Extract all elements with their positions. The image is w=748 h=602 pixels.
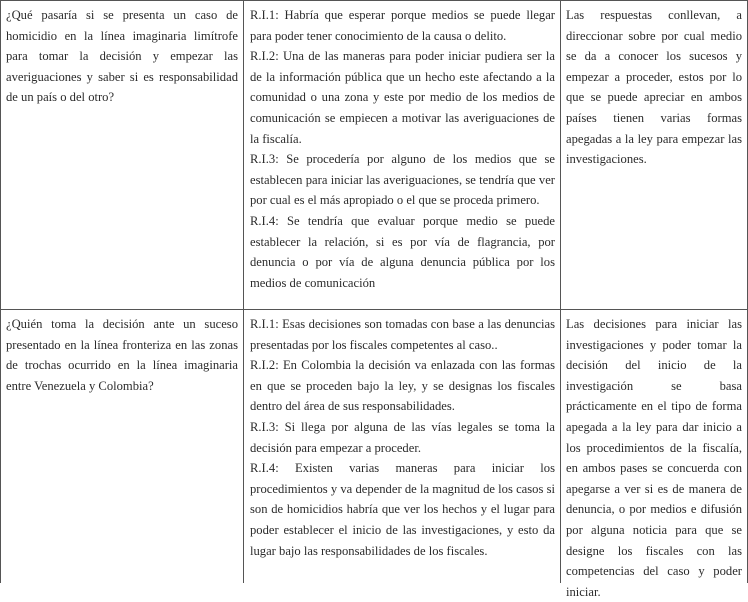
response-text: R.I.4: Existen varias maneras para iniciar los procedimientos y va depender de la magnitud de los casos si son de homicidios habría que ver los hechos y el lugar para poder establecer el inicio de las investigaciones, y esto da lugar bajo las responsabilidades de los fiscales. xyxy=(250,461,555,558)
column-divider xyxy=(560,0,561,583)
column-divider xyxy=(243,0,244,583)
analysis-text: Las decisiones para iniciar las investigaciones y poder tomar la decisión del inicio de la investigación se basa prácticamente en el tipo de forma apegada a la ley para dar inicio a los procedimientos de la fiscalía, en ambos pases se concuerda con apegarse a ver si es de manera de denuncia, o por medios e difusión por alguna noticia para que se designe los fiscales con las competencias del caso y poder iniciar. xyxy=(566,317,742,599)
analysis-cell xyxy=(566,314,742,599)
responses-cell xyxy=(250,314,555,583)
response-text: R.I.3: Si llega por alguna de las vías legales se toma la decisión para empezar a proceder. xyxy=(250,419,555,455)
response-text: R.I.2: En Colombia la decisión va enlazada con las formas en que se proceden bajo la ley, y se designas los fiscales dentro del área de sus responsabilidades. xyxy=(250,358,555,414)
row-divider xyxy=(0,309,748,310)
row-divider xyxy=(0,0,748,1)
response-text: R.I.4: Se tendría que evaluar porque medio se puede establecer la relación, si es por vía de flagrancia, por denuncia o por vía de alguna denuncia pública por los medios de comunicación xyxy=(250,213,555,290)
question-text: ¿Qué pasaría si se presenta un caso de homicidio en la línea imaginaria limítrofe para tomar la decisión y empezar las averiguaciones y saber si es responsabilidad de un país o del otro? xyxy=(6,8,238,105)
question-cell xyxy=(6,5,238,305)
response-text: R.I.1: Esas decisiones son tomadas con base a las denuncias presentadas por los fiscales competentes al caso.. xyxy=(250,317,555,352)
column-divider xyxy=(0,0,1,583)
response-text: R.I.1: Habría que esperar porque medios se puede llegar para poder tener conocimiento de la causa o delito. xyxy=(250,8,555,43)
question-text: ¿Quién toma la decisión ante un suceso presentado en la línea fronteriza en las zonas de trochas ocurrido en la línea imaginaria entre Venezuela y Colombia? xyxy=(6,317,238,393)
response-text: R.I.2: Una de las maneras para poder iniciar pudiera ser la de la información pública que un hecho este afectando a la comunidad o una zona y este por medio de los medios de comunicación se empiecen a motivar las averiguaciones de la fiscalía. xyxy=(250,49,555,146)
responses-cell xyxy=(250,5,555,305)
response-text: R.I.3: Se procedería por alguno de los medios que se establecen para iniciar las averiguaciones, se tendría que ver por cual es el más apropiado o el que se proceda primero. xyxy=(250,152,555,208)
analysis-cell xyxy=(566,5,742,305)
question-cell xyxy=(6,314,238,583)
analysis-text: Las respuestas conllevan, a direccionar sobre por cual medio se da a conocer los sucesos y empezar a proceder, estos por lo que se puede apreciar en ambos países tienen varias formas apegadas a la ley para empezar las investigaciones. xyxy=(566,8,742,167)
